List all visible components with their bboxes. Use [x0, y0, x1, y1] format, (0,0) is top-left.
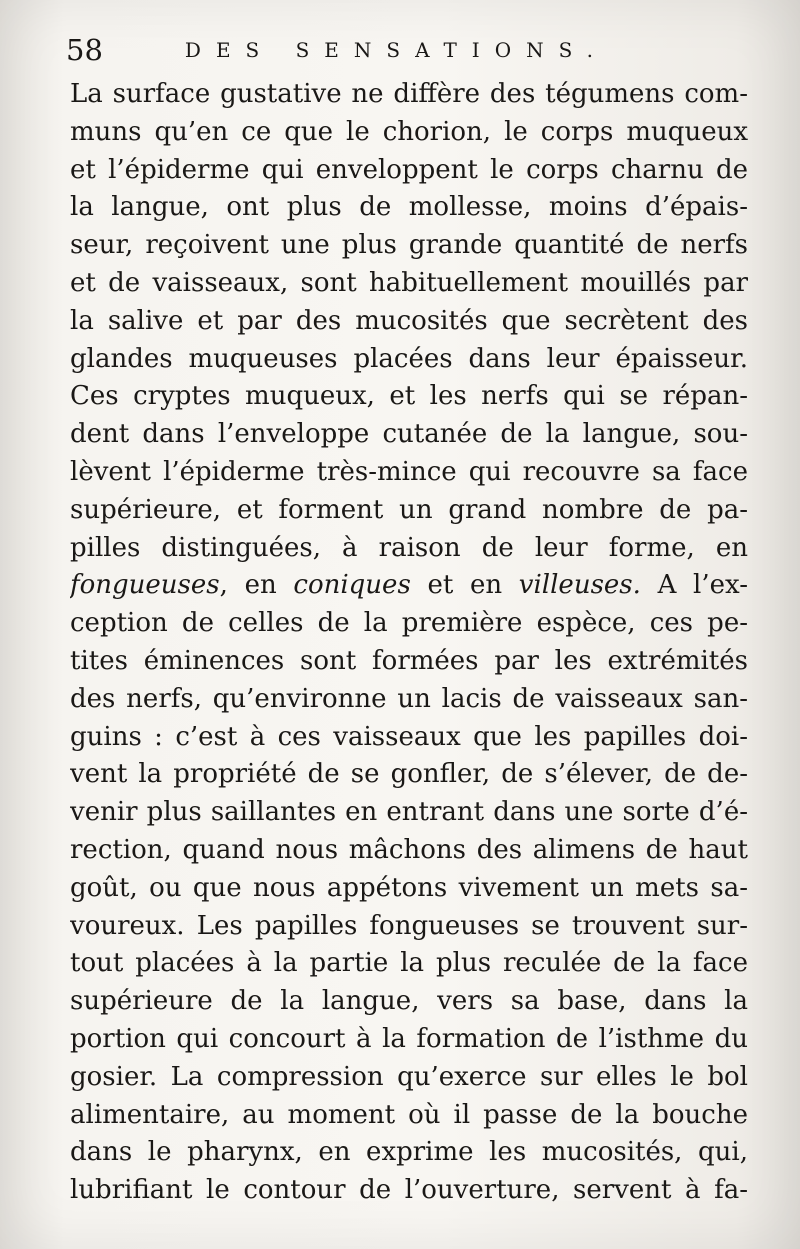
text-line: supérieure de la langue, vers sa base, dans la [70, 986, 748, 1017]
text-line: supérieure, et forment un grand nombre de pa- [70, 494, 748, 525]
text-line: la salive et par des mucosités que secrètent des [70, 305, 748, 336]
italic-term: coniques [293, 570, 411, 601]
text-line: pilles distinguées, à raison de leur forme, en [70, 532, 748, 563]
text-run: , en [219, 570, 294, 601]
text-line: rection, quand nous mâchons des alimens de haut [70, 834, 748, 865]
running-head: DES SENSATIONS. [184, 38, 608, 62]
text-line: et l’épiderme qui enveloppent le corps charnu de [70, 154, 748, 185]
text-line: alimentaire, au moment où il passe de la bouche [70, 1099, 748, 1130]
text-line: glandes muqueuses placées dans leur épaisseur. [70, 343, 748, 374]
italic-term: villeuses. [518, 570, 641, 601]
text-line: dans le pharynx, en exprime les mucosités, qui, [70, 1137, 748, 1168]
text-line: muns qu’en ce que le chorion, le corps muqueux [70, 116, 748, 147]
italic-term: fongueuses [70, 570, 220, 601]
text-line: venir plus saillantes en entrant dans une sorte d’é- [70, 797, 748, 828]
text-line: La surface gustative ne diffère des tégumens com- [70, 79, 748, 109]
text-line: seur, reçoivent une plus grande quantité de nerfs [70, 230, 748, 261]
text-line: gosier. La compression qu’exerce sur elles le bol [70, 1061, 748, 1092]
text-line: guins : c’est à ces vaisseaux que les papilles doi- [70, 721, 748, 752]
text-line: des nerfs, qu’environne un lacis de vaisseaux san- [70, 683, 748, 714]
body-text [70, 76, 748, 1210]
text-line: goût, ou que nous appétons vivement un mets sa- [70, 872, 748, 903]
text-line: ception de celles de la première espèce, ces pe- [70, 608, 748, 639]
text-line-mixed [70, 567, 748, 605]
text-line: dent dans l’enveloppe cutanée de la langue, sou- [70, 419, 748, 450]
text-line: Ces cryptes muqueux, et les nerfs qui se répan- [70, 381, 748, 412]
text-run: A l’ex- [640, 570, 748, 601]
text-line: la langue, ont plus de mollesse, moins d’épais- [70, 192, 748, 223]
text-line: lèvent l’épiderme très-mince qui recouvre sa face [70, 456, 748, 487]
text-line: tites éminences sont formées par les extrémités [70, 645, 748, 676]
text-line: vent la propriété de se gonfler, de s’élever, de de- [70, 759, 748, 790]
text-line: et de vaisseaux, sont habituellement mouillés par [70, 267, 748, 298]
text-line: portion qui concourt à la formation de l’isthme du [70, 1023, 748, 1054]
text-line: voureux. Les papilles fongueuses se trouvent sur- [70, 910, 748, 941]
text-line: lubrifiant le contour de l’ouverture, servent à fa- [70, 1175, 748, 1206]
page-number: 58 [66, 33, 103, 67]
text-line: tout placées à la partie la plus reculée de la face [70, 948, 748, 979]
page-header [66, 30, 746, 70]
text-run: et en [410, 570, 519, 601]
